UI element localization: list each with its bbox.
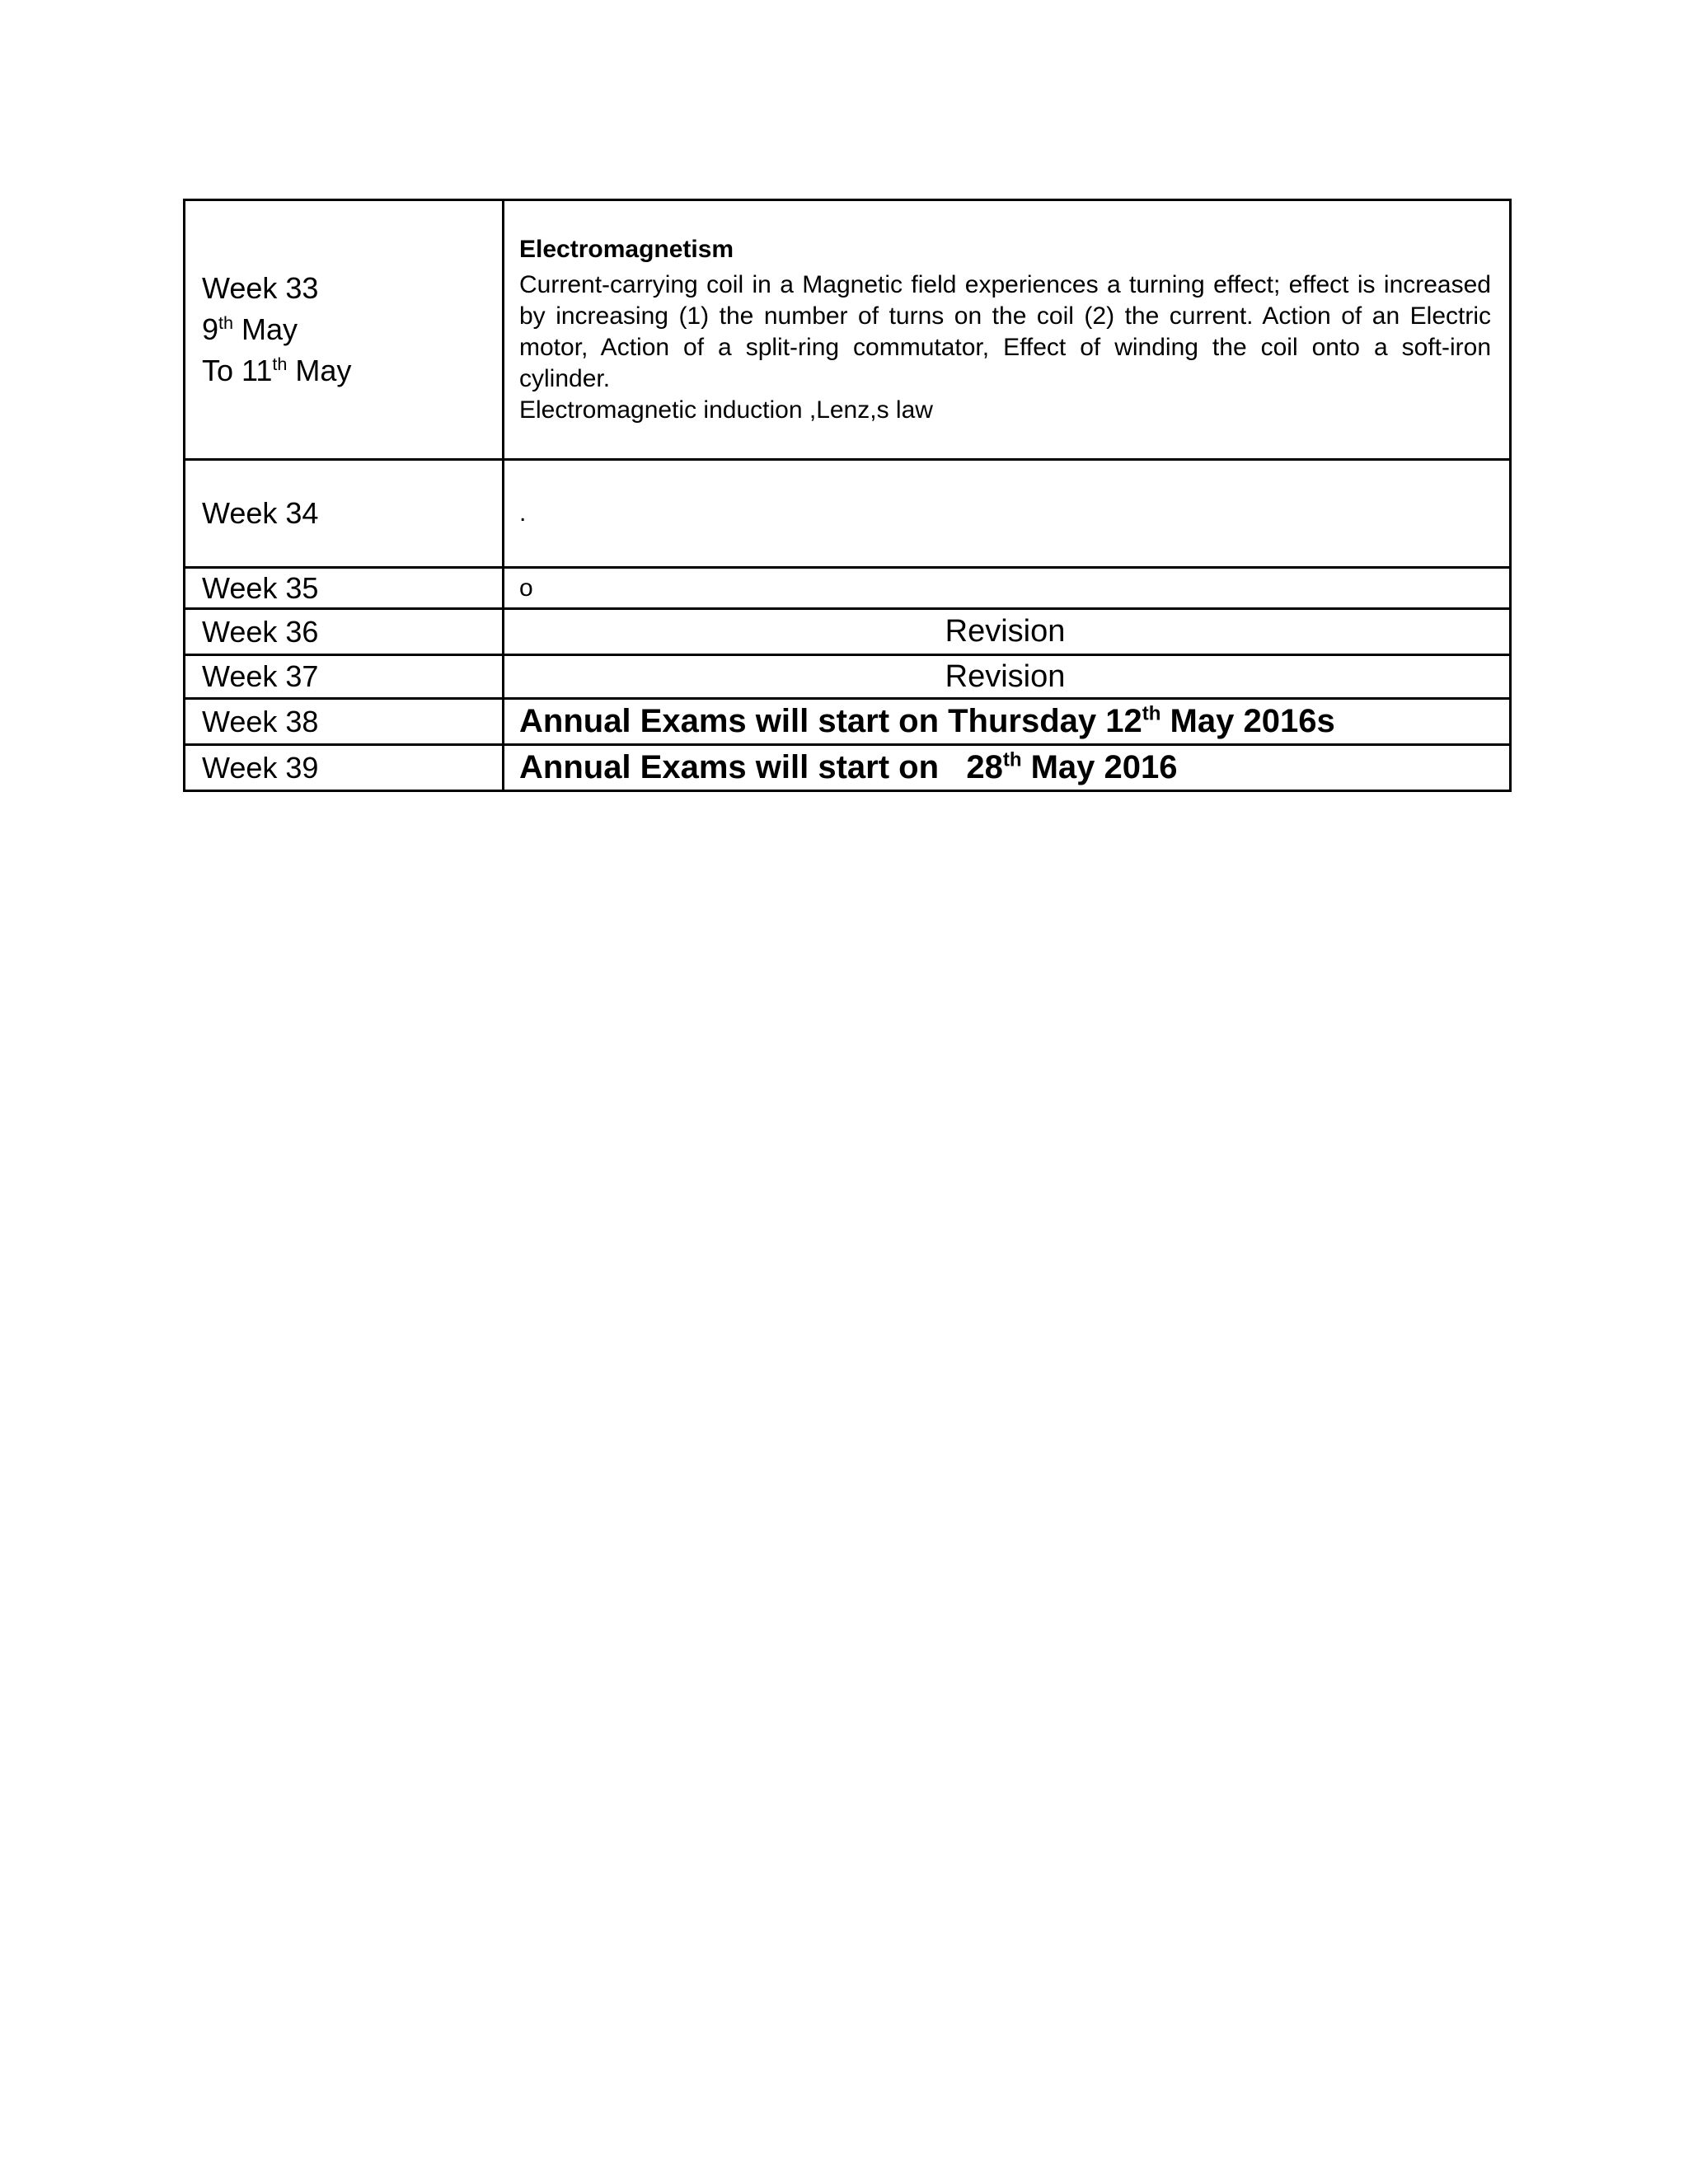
topic-description: Current-carrying coil in a Magnetic field experiences a turning effect; effect is increased by increasing (1) the number of turns on the coil (2) the current. Action of an Electric motor, Action of a split-ring commutator, Effect of winding the coil onto a soft-iron cylinder. xyxy=(519,271,1491,392)
date-from-number: 9 xyxy=(202,312,219,346)
week-label: Week 38 xyxy=(185,699,504,745)
topic-description-continued: Electromagnetic induction ,Lenz,s law xyxy=(519,396,933,424)
exam-notice-text: Annual Exams will start on Thursday 12 xyxy=(519,703,1142,739)
content-cell: o xyxy=(504,568,1511,609)
table-row xyxy=(185,655,1511,699)
date-from-ordinal: th xyxy=(218,312,234,333)
exam-notice-date: May 2016s xyxy=(1160,703,1335,739)
week-label: Week 37 xyxy=(185,655,504,699)
topic-title: Electromagnetism xyxy=(519,236,734,263)
table-row xyxy=(185,200,1511,460)
content-cell: . xyxy=(504,460,1511,568)
week-33-label-block xyxy=(202,268,502,391)
table-row xyxy=(185,568,1511,609)
table-row xyxy=(185,745,1511,791)
exam-notice-cell xyxy=(504,745,1511,791)
date-from-month: May xyxy=(233,312,298,346)
week-label: Week 34 xyxy=(185,460,504,568)
date-to-ordinal: th xyxy=(272,354,288,374)
revision-cell: Revision xyxy=(504,609,1511,655)
week-label: Week 39 xyxy=(185,745,504,791)
exam-date-ordinal: th xyxy=(1002,748,1022,771)
week-label: Week 35 xyxy=(185,568,504,609)
date-to-month: May xyxy=(287,354,352,387)
week-cell xyxy=(185,200,504,460)
week-label: Week 36 xyxy=(185,609,504,655)
date-from xyxy=(202,309,502,350)
exam-notice-text: Annual Exams will start on 28 xyxy=(519,749,1003,785)
week-label: Week 33 xyxy=(202,271,319,305)
content-cell xyxy=(504,200,1511,460)
table-row xyxy=(185,609,1511,655)
revision-cell: Revision xyxy=(504,655,1511,699)
schedule-table xyxy=(183,199,1512,792)
table-row xyxy=(185,699,1511,745)
exam-notice-cell xyxy=(504,699,1511,745)
table-row xyxy=(185,460,1511,568)
exam-notice-date: May 2016 xyxy=(1021,749,1178,785)
exam-date-ordinal: th xyxy=(1142,702,1161,725)
date-to-prefix: To 11 xyxy=(202,354,273,387)
date-to xyxy=(202,350,502,391)
